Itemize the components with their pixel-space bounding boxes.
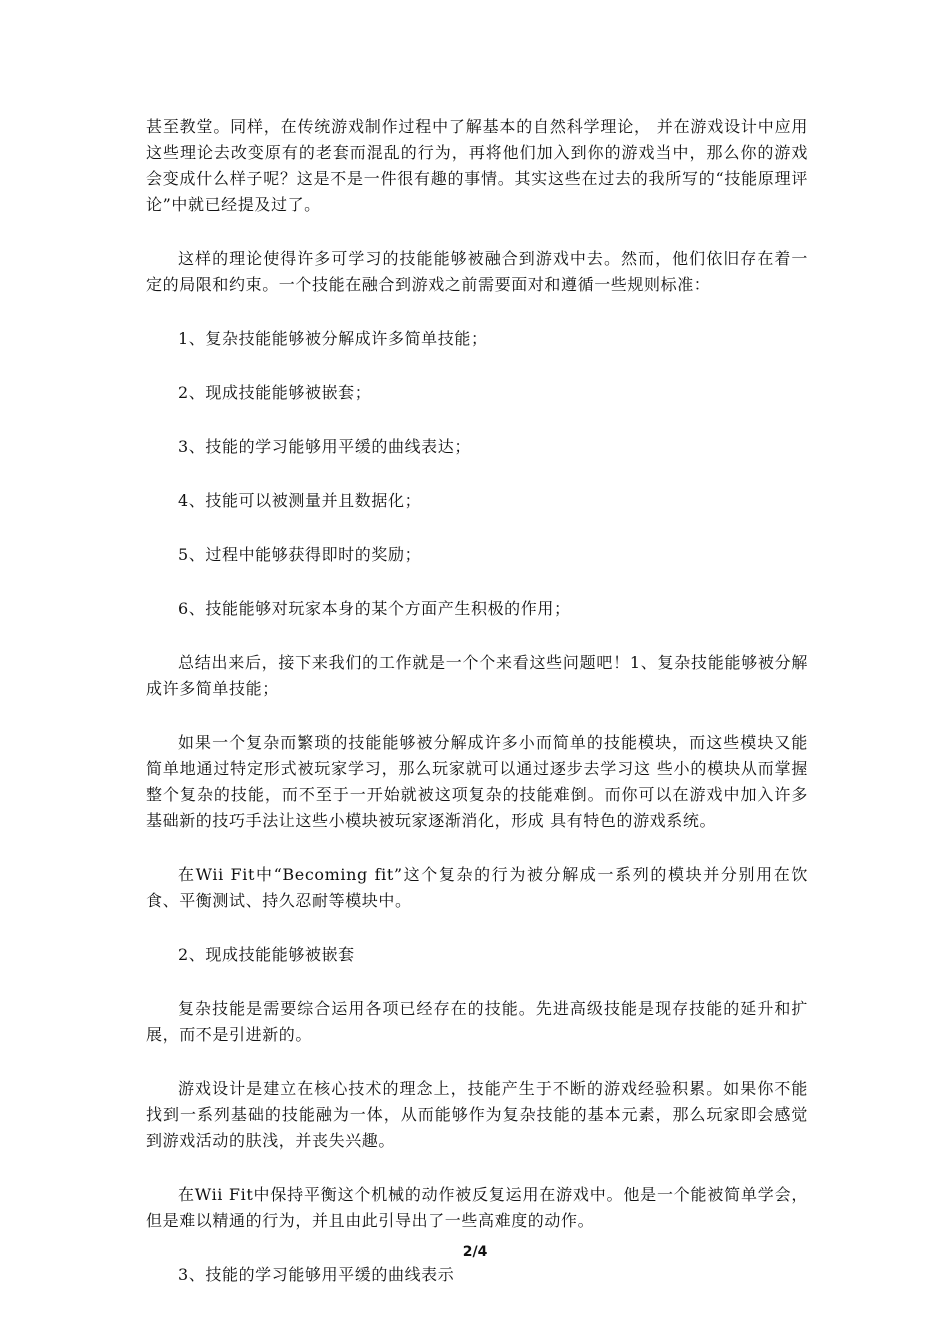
paragraph-complex-skills: 复杂技能是需要综合运用各项已经存在的技能。先进高级技能是现存技能的延升和扩展，而不是引进新的。 bbox=[146, 999, 808, 1044]
section-heading: 3、技能的学习能够用平缓的曲线表示 bbox=[178, 1265, 455, 1284]
paragraph-wiifit-example-2: 在Wii Fit中保持平衡这个机械的动作被反复运用在游戏中。他是一个能被简单学会，但是难以精通的行为，并且由此引导出了一些高难度的动作。 bbox=[146, 1185, 808, 1230]
section-heading: 2、现成技能能够被嵌套 bbox=[178, 945, 355, 964]
document-body bbox=[146, 114, 808, 1316]
list-item: 4、技能可以被测量并且数据化； bbox=[178, 491, 422, 510]
page-number: 2 bbox=[462, 1244, 473, 1260]
page-total: 4 bbox=[477, 1244, 488, 1260]
list-item: 1、复杂技能能够被分解成许多简单技能； bbox=[178, 329, 488, 348]
paragraph-summary: 总结出来后，接下来我们的工作就是一个个来看这些问题吧！1、复杂技能能够被分解成许多简单技能； bbox=[146, 653, 808, 698]
list-item: 2、现成技能能够被嵌套； bbox=[178, 383, 372, 402]
paragraph-continuation: 甚至教堂。同样，在传统游戏制作过程中了解基本的自然科学理论， 并在游戏设计中应用这些理论去改变原有的老套而混乱的行为，再将他们加入到你的游戏当中，那么你的游戏会变成什么样子呢？这是不是一件很有趣的事情。其实这些在过去的我所写的“技能原理评论”中就已经提及过了。 bbox=[146, 117, 808, 214]
paragraph-decompose: 如果一个复杂而繁琐的技能能够被分解成许多小而简单的技能模块，而这些模块又能简单地通过特定形式被玩家学习，那么玩家就可以通过逐步去学习这 些小的模块从而掌握整个复杂的技能，而不至于一开始就被这项复杂的技能难倒。而你可以在游戏中加入许多基础新的技巧手法让这些小模块被玩家逐渐消化，形成 具有特色的游戏系统。 bbox=[146, 733, 808, 830]
list-item: 5、过程中能够获得即时的奖励； bbox=[178, 545, 422, 564]
list-item: 3、技能的学习能够用平缓的曲线表达； bbox=[178, 437, 471, 456]
page-indicator bbox=[0, 1244, 950, 1260]
paragraph-wiifit-example-1: 在Wii Fit中“Becoming fit”这个复杂的行为被分解成一系列的模块并分别用在饮食、平衡测试、持久忍耐等模块中。 bbox=[146, 865, 808, 910]
page-separator: / bbox=[472, 1244, 478, 1260]
list-item: 6、技能能够对玩家本身的某个方面产生积极的作用； bbox=[178, 599, 571, 618]
paragraph-theory: 这样的理论使得许多可学习的技能能够被融合到游戏中去。然而，他们依旧存在着一定的局限和约束。一个技能在融合到游戏之前需要面对和遵循一些规则标准： bbox=[146, 249, 808, 294]
paragraph-game-design: 游戏设计是建立在核心技术的理念上，技能产生于不断的游戏经验积累。如果你不能找到一系列基础的技能融为一体，从而能够作为复杂技能的基本元素，那么玩家即会感觉到游戏活动的肤浅，并丧失兴趣。 bbox=[146, 1079, 808, 1150]
